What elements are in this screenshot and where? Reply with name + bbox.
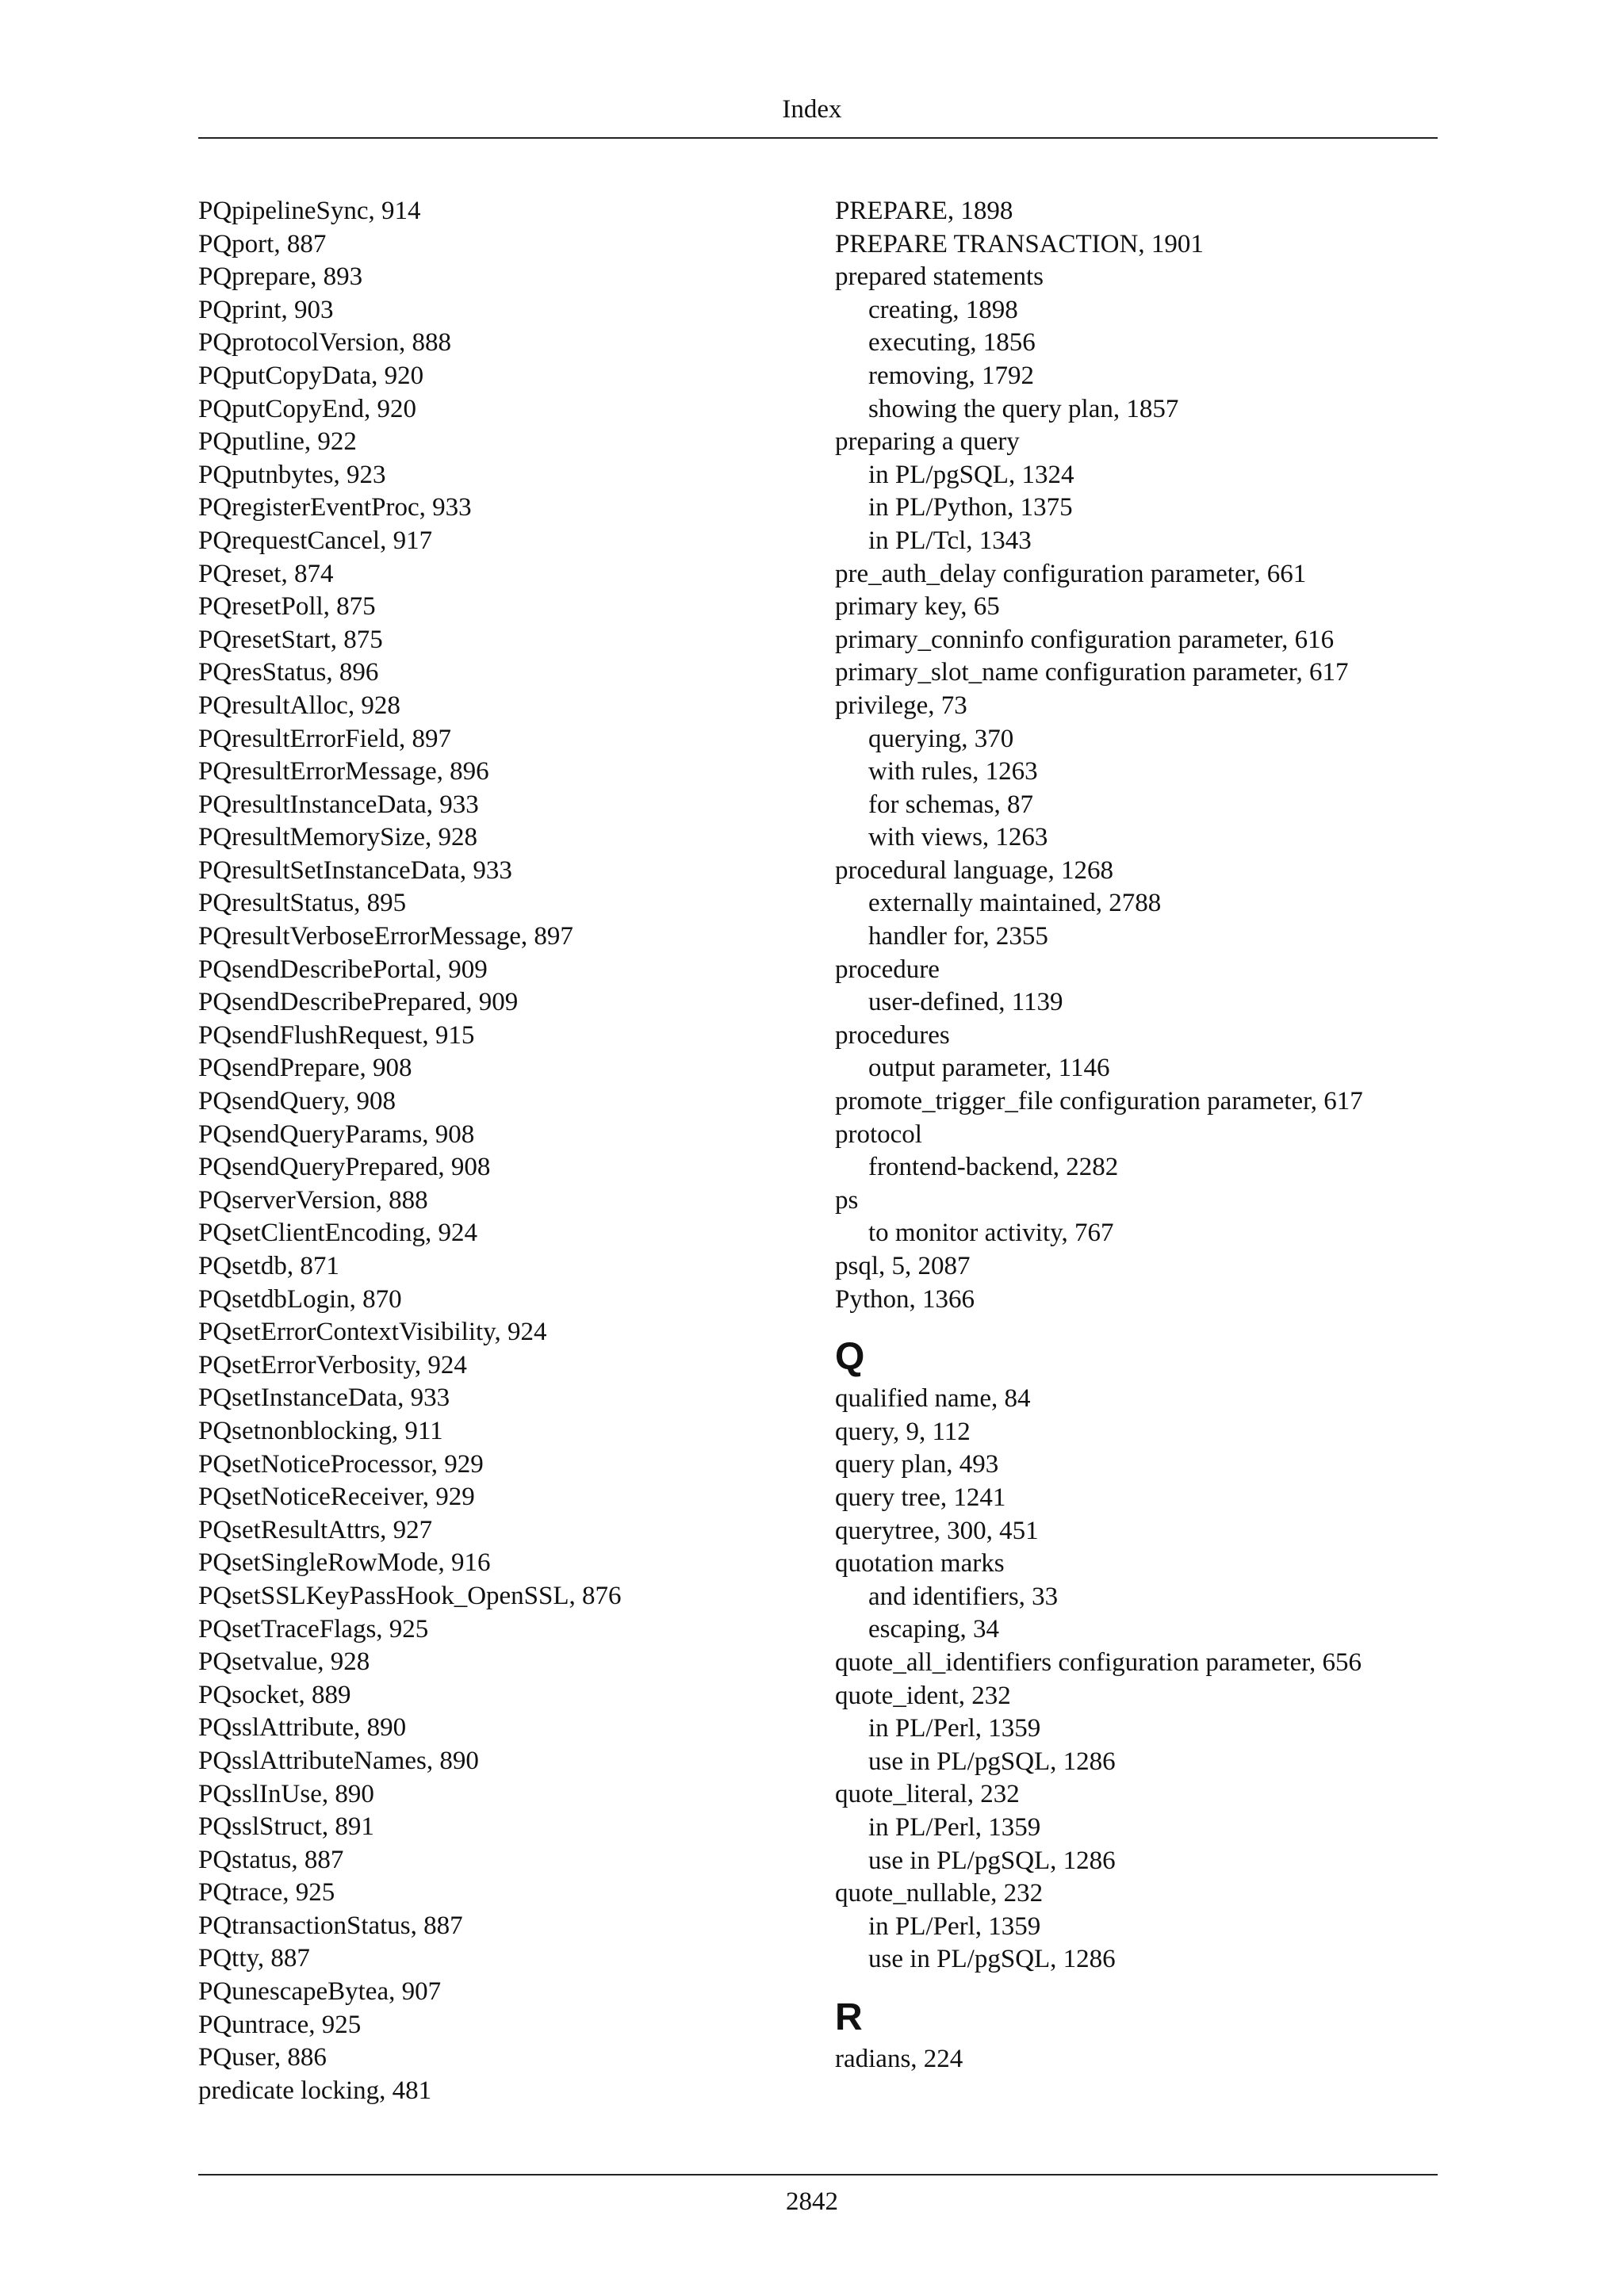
index-entry: PQtransactionStatus, 887 [198,1911,463,1940]
index-entry: PQresultSetInstanceData, 933 [198,855,512,885]
index-entry: PQsetdb, 871 [198,1252,339,1280]
index-entry: PREPARE TRANSACTION, 1901 [835,229,1204,258]
index-subentry: querying, 370 [868,724,1014,753]
index-entry: PQresultErrorField, 897 [198,724,451,753]
index-entry: PQresultAlloc, 928 [198,691,400,720]
index-subentry: in PL/Perl, 1359 [868,1812,1041,1842]
index-entry: PQprint, 903 [198,295,334,324]
section-heading-q: Q [835,1336,865,1379]
section-q-entries [835,1383,1438,1976]
index-entry: prepared statements [835,262,1044,292]
index-column-right [835,195,1438,2076]
index-entry: PQuntrace, 925 [198,2010,362,2039]
index-entry: PQserverVersion, 888 [198,1185,428,1215]
index-entry: Python, 1366 [835,1284,975,1314]
index-entry: PQresultMemorySize, 928 [198,823,477,852]
index-entry: PQregisterEventProc, 933 [198,493,472,522]
index-entry: PQsetSSLKeyPassHook_OpenSSL, 876 [198,1581,622,1610]
index-entry: PQunescapeBytea, 907 [198,1977,442,2007]
index-entry: primary key, 65 [835,592,1000,622]
index-entry: PQtty, 887 [198,1944,310,1973]
index-entry: quote_nullable, 232 [835,1879,1044,1908]
index-entry: PQsendDescribePrepared, 909 [198,988,519,1017]
index-column-left [198,195,801,2107]
index-entry: PQsendPrepare, 908 [198,1054,412,1083]
index-subentry: use in PL/pgSQL, 1286 [868,1945,1116,1974]
index-subentry: handler for, 2355 [868,922,1048,951]
index-entry: quote_all_identifiers configuration parameter, 656 [835,1647,1362,1677]
index-entry: PQprepare, 893 [198,262,363,292]
index-entry: PQsslAttribute, 890 [198,1713,407,1743]
index-entry: PQresultStatus, 895 [198,889,407,918]
index-subentry: executing, 1856 [868,328,1036,358]
index-subentry: use in PL/pgSQL, 1286 [868,1846,1116,1875]
index-subentry: in PL/Python, 1375 [868,493,1073,522]
page-number: 2842 [786,2187,838,2216]
index-entry: query plan, 493 [835,1450,999,1479]
index-subentry: for schemas, 87 [868,790,1034,819]
index-entry: PQstatus, 887 [198,1845,344,1874]
index-subentry: creating, 1898 [868,295,1018,324]
index-entry: PQputCopyEnd, 920 [198,394,417,423]
index-entry: PQsetInstanceData, 933 [198,1383,450,1413]
index-entry: predicate locking, 481 [198,2076,432,2105]
index-entry: PQuser, 886 [198,2043,327,2072]
index-subentry: escaping, 34 [868,1615,999,1644]
index-subentry: with views, 1263 [868,823,1048,852]
index-entry: procedure [835,955,940,984]
running-header: Index [782,95,842,124]
index-entry: primary_slot_name configuration parameter, 617 [835,658,1349,687]
index-entry: PQtrace, 925 [198,1878,335,1908]
index-subentry: in PL/pgSQL, 1324 [868,460,1074,489]
index-subentry: in PL/Perl, 1359 [868,1714,1041,1743]
index-entry: query, 9, 112 [835,1417,971,1446]
index-entry: PQputCopyData, 920 [198,361,424,390]
section-heading-r: R [835,1996,863,2038]
index-entry: PQsetdbLogin, 870 [198,1284,402,1314]
footer-rule [198,2174,1438,2175]
index-entry: PQsslInUse, 890 [198,1779,374,1808]
index-entry: PQprotocolVersion, 888 [198,328,451,358]
index-entry: PQputnbytes, 923 [198,460,386,489]
section-p-entries [835,195,1438,1316]
index-entry: PQresStatus, 896 [198,658,379,687]
index-entry: PQreset, 874 [198,559,334,588]
index-entry: procedures [835,1020,950,1050]
index-entry: PQsendQuery, 908 [198,1087,396,1116]
index-entry: quote_literal, 232 [835,1780,1020,1809]
index-entry: psql, 5, 2087 [835,1252,971,1280]
index-entry: privilege, 73 [835,691,967,720]
index-entry: preparing a query [835,427,1020,457]
index-entry: PQsetResultAttrs, 927 [198,1515,433,1544]
index-entry: PQsendDescribePortal, 909 [198,955,488,984]
index-subentry: use in PL/pgSQL, 1286 [868,1747,1116,1776]
index-subentry: showing the query plan, 1857 [868,394,1179,423]
index-entry: PQsetSingleRowMode, 916 [198,1548,491,1578]
index-entry: PQsetErrorVerbosity, 924 [198,1350,467,1380]
index-subentry: to monitor activity, 767 [868,1219,1114,1248]
index-entry: PQsetClientEncoding, 924 [198,1219,477,1248]
index-entry: PQresultErrorMessage, 896 [198,757,489,786]
index-entry: PQsetvalue, 928 [198,1647,370,1677]
index-subentry: in PL/Tcl, 1343 [868,526,1032,555]
index-entry: query tree, 1241 [835,1483,1006,1512]
index-subentry: with rules, 1263 [868,757,1038,786]
index-entry: PQrequestCancel, 917 [198,526,433,555]
index-entry: PQsslStruct, 891 [198,1812,374,1842]
index-entry: PQresetStart, 875 [198,625,383,654]
index-entry: PQsetnonblocking, 911 [198,1416,443,1445]
index-entry: PQresultVerboseErrorMessage, 897 [198,922,573,951]
index-subentry: output parameter, 1146 [868,1054,1110,1083]
index-entry: PQsendQueryPrepared, 908 [198,1153,491,1182]
index-entry: PQport, 887 [198,229,327,258]
index-entry: qualified name, 84 [835,1384,1031,1414]
index-entry: quote_ident, 232 [835,1681,1011,1710]
index-entry: PQsetNoticeReceiver, 929 [198,1483,475,1512]
index-entry: radians, 224 [835,2044,963,2073]
index-entry: PQputline, 922 [198,427,357,457]
index-entry: PQpipelineSync, 914 [198,197,421,225]
section-r-entries [835,2043,1438,2076]
index-subentry: externally maintained, 2788 [868,889,1162,918]
index-subentry: in PL/Perl, 1359 [868,1911,1041,1941]
index-entry: querytree, 300, 451 [835,1516,1039,1545]
index-entry: PQsetErrorContextVisibility, 924 [198,1318,547,1347]
index-entry: PQsetTraceFlags, 925 [198,1614,429,1644]
index-entry: PREPARE, 1898 [835,197,1013,225]
index-entry: protocol [835,1119,922,1149]
index-entry: pre_auth_delay configuration parameter, 661 [835,559,1307,588]
index-entry: promote_trigger_file configuration parameter, 617 [835,1087,1363,1116]
index-entry: procedural language, 1268 [835,855,1113,885]
index-subentry: frontend-backend, 2282 [868,1153,1119,1182]
index-subentry: and identifiers, 33 [868,1582,1059,1611]
index-entry: PQsendQueryParams, 908 [198,1119,475,1149]
index-entry: PQresultInstanceData, 933 [198,790,479,819]
index-entry: PQsocket, 889 [198,1680,351,1709]
index-subentry: removing, 1792 [868,361,1034,390]
index-entry: primary_conninfo configuration parameter, 616 [835,625,1335,654]
index-entry: PQsetNoticeProcessor, 929 [198,1449,484,1479]
index-entry: PQsslAttributeNames, 890 [198,1746,479,1775]
index-entry: ps [835,1185,859,1215]
index-subentry: user-defined, 1139 [868,988,1063,1017]
index-entry: PQresetPoll, 875 [198,592,376,622]
index-entry: PQsendFlushRequest, 915 [198,1020,475,1050]
header-rule [198,137,1438,139]
index-entry: quotation marks [835,1549,1005,1578]
